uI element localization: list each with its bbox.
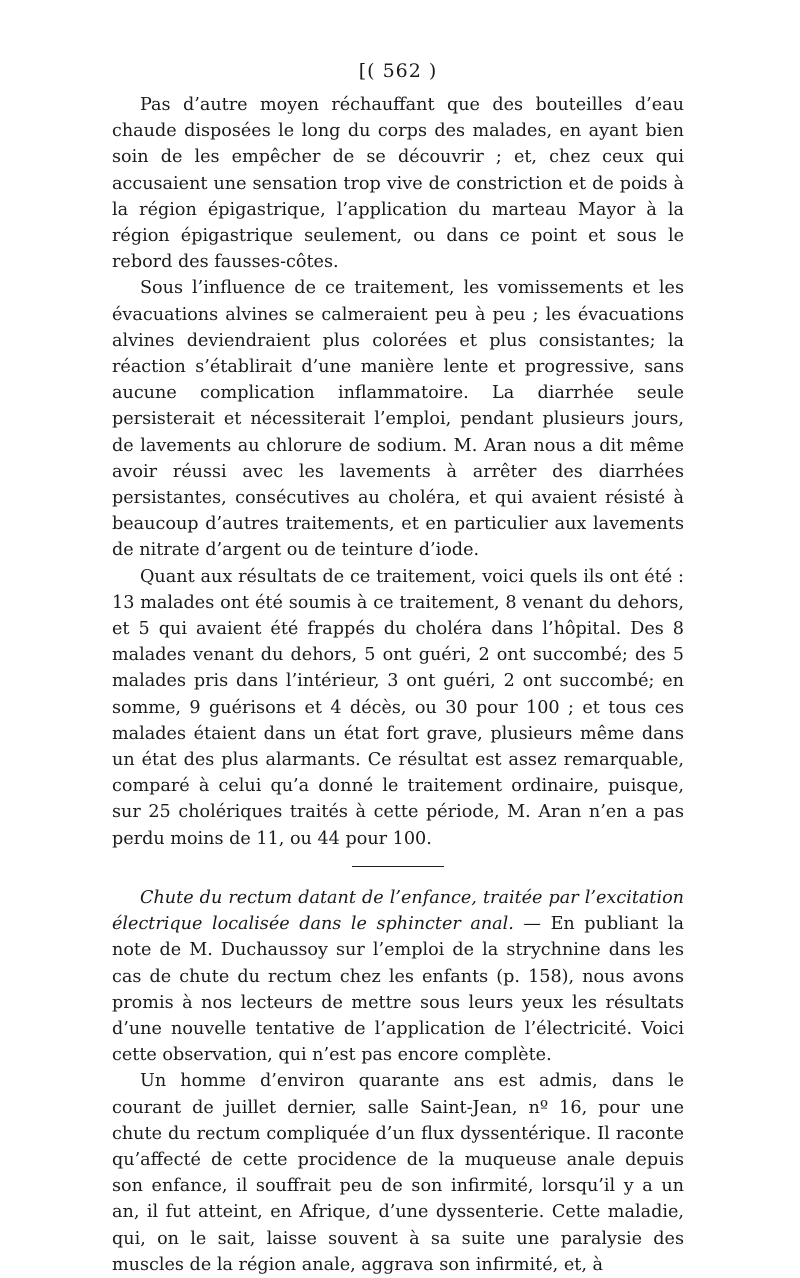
paragraph-5: Un homme d’environ quarante ans est admis, dans le courant de juillet dernier, salle Saint-Jean, nº 16, pour une chute du rectum compliquée d’un flux dyssentérique. Il raconte qu’affecté de cette procidence de la muqueuse anale depuis son enfance, il souffrait peu de son infirmité, lorsqu’il y a un an, il fut atteint, en Afrique, d’une dyssenterie. Cette maladie, qui, on le sait, laisse souvent à sa suite une paralysie des muscles de la région anale, aggrava son infirmité, et, à xyxy=(112,1071,684,1275)
section-divider xyxy=(352,866,444,867)
page-number: [( 562 ) xyxy=(358,60,438,82)
document-page xyxy=(112,58,684,1278)
paragraph-4 xyxy=(112,885,684,1068)
paragraph-3: Quant aux résultats de ce traitement, voici quels ils ont été : 13 malades ont été soumis à ce traitement, 8 venant du dehors, et 5 qui avaient été frappés du choléra dans l’hôpital. Des 8 malades venant du dehors, 5 ont guéri, 2 ont succombé; des 5 malades pris dans l’intérieur, 3 ont guéri, 2 ont succombé; en somme, 9 guérisons et 4 décès, ou 30 pour 100 ; et tous ces malades étaient dans un état fort grave, plusieurs même dans un état des plus alarmants. Ce résultat est assez remarquable, comparé à celui qu’a donné le traitement ordinaire, puisque, sur 25 cholériques traités à cette période, M. Aran n’en a pas perdu moins de 11, ou 44 pour 100. xyxy=(112,566,684,849)
paragraph-2: Sous l’influence de ce traitement, les vomissements et les évacuations alvines se calmeraient peu à peu ; les évacuations alvines deviendraient plus colorées et plus consistantes; la réaction s’établirait d’une manière lente et progressive, sans aucune complication inflammatoire. La diarrhée seule persisterait et nécessiterait l’emploi, pendant plusieurs jours, de lavements au chlorure de sodium. M. Aran nous a dit même avoir réussi avec les lavements à arrêter des diarrhées persistantes, consécutives au choléra, et qui avaient résisté à beaucoup d’autres traitements, et en particulier aux lavements de nitrate d’argent ou de teinture d’iode. xyxy=(112,278,684,561)
paragraph-1: Pas d’autre moyen réchauffant que des bouteilles d’eau chaude disposées le long du corps des malades, en ayant bien soin de les empêcher de se découvrir ; et, chez ceux qui accusaient une sensation trop vive de constriction et de poids à la région épigastrique, l’application du marteau Mayor à la région épigastrique seulement, ou dans ce point et sous le rebord des fausses-côtes. xyxy=(112,95,684,273)
paragraph-4-body: — En publiant la note de M. Duchaussoy sur l’emploi de la strychnine dans les cas de chute du rectum chez les enfants (p. 158), nous avons promis à nos lecteurs de mettre sous leurs yeux les résultats d’une nouvelle tentative de l’application de l’électricité. Voici cette observation, qui n’est pas encore complète. xyxy=(112,914,684,1066)
section-title: Chute du rectum datant de l’enfance, traitée par l’excitation électrique localisée dans le sphincter anal. xyxy=(112,887,684,935)
